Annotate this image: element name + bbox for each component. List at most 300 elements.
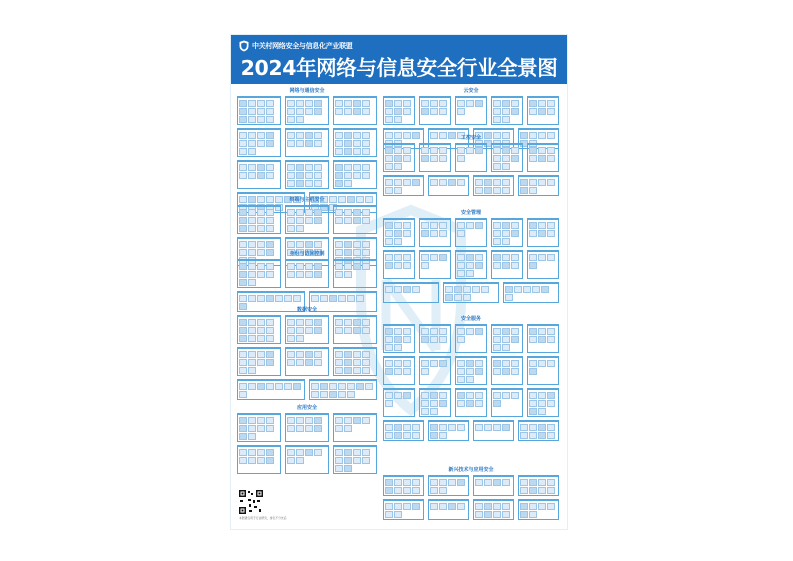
vendor-logo bbox=[394, 230, 402, 237]
vendor-logo bbox=[385, 179, 393, 186]
vendor-logo bbox=[344, 209, 352, 216]
vendor-logo bbox=[287, 108, 295, 115]
vendor-logo bbox=[335, 271, 343, 278]
vendor-logo bbox=[287, 241, 295, 248]
vendor-logo bbox=[475, 147, 483, 154]
vendor-logo bbox=[394, 187, 402, 194]
vendor-logo bbox=[344, 164, 352, 171]
vendor-logo-grid bbox=[239, 132, 279, 155]
vendor-logo bbox=[275, 383, 283, 390]
vendor-logo bbox=[257, 164, 265, 171]
section-9 bbox=[383, 316, 559, 444]
vendor-logo bbox=[547, 400, 555, 407]
section-title: 终端与主机安全 bbox=[289, 197, 325, 203]
vendor-logo bbox=[305, 241, 313, 248]
vendor-logo bbox=[475, 360, 483, 367]
vendor-logo bbox=[457, 400, 465, 407]
vendor-logo bbox=[344, 108, 352, 115]
category-box bbox=[503, 282, 559, 303]
vendor-logo bbox=[493, 503, 501, 510]
category-box bbox=[237, 160, 281, 189]
vendor-logo bbox=[362, 263, 370, 270]
vendor-logo bbox=[385, 336, 393, 343]
category-box bbox=[383, 282, 439, 303]
category-box bbox=[491, 218, 523, 247]
vendor-logo bbox=[394, 238, 402, 245]
vendor-logo bbox=[296, 132, 304, 139]
vendor-logo bbox=[403, 230, 411, 237]
vendor-logo bbox=[335, 457, 343, 464]
vendor-logo-grid bbox=[520, 479, 557, 494]
vendor-logo bbox=[385, 262, 393, 269]
vendor-logo bbox=[266, 263, 274, 270]
vendor-logo bbox=[338, 383, 346, 390]
vendor-logo bbox=[296, 241, 304, 248]
section-10 bbox=[383, 467, 559, 523]
vendor-logo bbox=[239, 425, 247, 432]
vendor-logo-grid bbox=[287, 351, 327, 366]
category-row bbox=[237, 128, 377, 157]
vendor-logo-grid bbox=[493, 328, 521, 351]
category-row bbox=[383, 356, 559, 385]
vendor-logo bbox=[239, 359, 247, 366]
vendor-logo bbox=[439, 100, 447, 107]
vendor-logo bbox=[362, 132, 370, 139]
vendor-logo bbox=[239, 391, 247, 398]
vendor-logo bbox=[296, 164, 304, 171]
vendor-logo bbox=[257, 172, 265, 179]
vendor-logo bbox=[344, 417, 352, 424]
vendor-logo bbox=[257, 140, 265, 147]
vendor-logo bbox=[475, 262, 483, 269]
vendor-logo bbox=[257, 359, 265, 366]
vendor-logo bbox=[385, 230, 393, 237]
category-box bbox=[491, 388, 523, 417]
vendor-logo-grid bbox=[493, 147, 521, 170]
vendor-logo bbox=[493, 100, 501, 107]
vendor-logo bbox=[257, 225, 265, 232]
vendor-logo bbox=[314, 100, 322, 107]
vendor-logo bbox=[421, 336, 429, 343]
vendor-logo bbox=[502, 360, 510, 367]
vendor-logo bbox=[403, 503, 411, 510]
vendor-logo bbox=[493, 163, 501, 170]
vendor-logo bbox=[403, 179, 411, 186]
vendor-logo bbox=[239, 209, 247, 216]
vendor-logo bbox=[502, 503, 510, 510]
vendor-logo bbox=[248, 359, 256, 366]
category-box bbox=[309, 379, 377, 400]
vendor-logo-grid bbox=[385, 503, 422, 518]
vendor-logo bbox=[394, 344, 402, 351]
vendor-logo bbox=[448, 479, 456, 486]
category-row bbox=[383, 324, 559, 353]
vendor-logo bbox=[335, 164, 343, 171]
vendor-logo bbox=[403, 100, 411, 107]
category-box bbox=[443, 282, 499, 303]
vendor-logo bbox=[430, 179, 438, 186]
vendor-logo bbox=[353, 359, 361, 366]
vendor-logo bbox=[335, 359, 343, 366]
vendor-logo bbox=[502, 336, 510, 343]
vendor-logo bbox=[529, 392, 537, 399]
vendor-logo bbox=[248, 263, 256, 270]
vendor-logo bbox=[457, 424, 465, 431]
vendor-logo bbox=[481, 286, 489, 293]
vendor-logo bbox=[266, 241, 274, 248]
vendor-logo bbox=[493, 400, 501, 407]
vendor-logo bbox=[439, 230, 447, 237]
vendor-logo bbox=[538, 328, 546, 335]
vendor-logo bbox=[538, 408, 546, 415]
vendor-logo bbox=[248, 367, 256, 374]
vendor-logo bbox=[239, 327, 247, 334]
vendor-logo bbox=[439, 392, 447, 399]
category-row bbox=[237, 259, 377, 288]
vendor-logo-grid bbox=[287, 417, 327, 432]
qr-code-icon bbox=[239, 490, 263, 514]
vendor-logo bbox=[362, 140, 370, 147]
category-row bbox=[237, 379, 377, 400]
vendor-logo bbox=[529, 100, 537, 107]
vendor-logo bbox=[314, 140, 322, 147]
vendor-logo bbox=[248, 319, 256, 326]
vendor-logo bbox=[239, 367, 247, 374]
vendor-logo bbox=[502, 238, 510, 245]
category-box bbox=[333, 96, 377, 125]
vendor-logo bbox=[266, 383, 274, 390]
vendor-logo bbox=[266, 140, 274, 147]
page-title: 2024年网络与信息安全行业全景图 bbox=[240, 56, 558, 80]
vendor-logo bbox=[493, 262, 501, 269]
vendor-logo bbox=[394, 100, 402, 107]
vendor-logo bbox=[239, 295, 247, 302]
vendor-logo bbox=[287, 327, 295, 334]
vendor-logo bbox=[257, 295, 265, 302]
vendor-logo-grid bbox=[520, 503, 557, 518]
vendor-logo bbox=[394, 116, 402, 123]
vendor-logo bbox=[314, 180, 322, 187]
category-row bbox=[237, 315, 377, 344]
vendor-logo bbox=[511, 254, 519, 261]
vendor-logo bbox=[457, 503, 465, 510]
category-box bbox=[455, 356, 487, 385]
vendor-logo bbox=[248, 164, 256, 171]
vendor-logo bbox=[248, 417, 256, 424]
category-box bbox=[428, 499, 469, 520]
category-box bbox=[527, 96, 559, 125]
vendor-logo bbox=[305, 132, 313, 139]
vendor-logo bbox=[287, 449, 295, 456]
vendor-logo bbox=[538, 222, 546, 229]
vendor-logo bbox=[385, 100, 393, 107]
vendor-logo bbox=[457, 376, 465, 383]
vendor-logo bbox=[493, 424, 501, 431]
vendor-logo bbox=[329, 383, 337, 390]
vendor-logo bbox=[385, 108, 393, 115]
vendor-logo bbox=[511, 222, 519, 229]
vendor-logo bbox=[385, 368, 393, 375]
vendor-logo bbox=[520, 432, 528, 439]
vendor-logo-grid bbox=[239, 351, 279, 374]
category-box bbox=[491, 324, 523, 353]
vendor-logo bbox=[344, 425, 352, 432]
vendor-logo bbox=[362, 100, 370, 107]
poster-header bbox=[231, 35, 567, 84]
vendor-logo bbox=[538, 392, 546, 399]
vendor-logo bbox=[421, 108, 429, 115]
vendor-logo bbox=[257, 425, 265, 432]
vendor-logo bbox=[347, 383, 355, 390]
vendor-logo bbox=[511, 100, 519, 107]
vendor-logo bbox=[362, 351, 370, 358]
vendor-logo-grid bbox=[335, 164, 375, 187]
vendor-logo-grid bbox=[239, 383, 303, 398]
vendor-logo bbox=[344, 100, 352, 107]
vendor-logo bbox=[257, 327, 265, 334]
vendor-logo bbox=[529, 368, 537, 375]
vendor-logo bbox=[287, 225, 295, 232]
vendor-logo bbox=[293, 295, 301, 302]
vendor-logo-grid bbox=[421, 100, 449, 115]
vendor-logo bbox=[511, 368, 519, 375]
vendor-logo bbox=[547, 336, 555, 343]
section-3 bbox=[237, 251, 377, 315]
vendor-logo-grid bbox=[239, 209, 279, 232]
vendor-logo bbox=[362, 241, 370, 248]
vendor-logo bbox=[403, 479, 411, 486]
vendor-logo bbox=[385, 116, 393, 123]
vendor-logo bbox=[287, 100, 295, 107]
vendor-logo-grid bbox=[493, 222, 521, 245]
vendor-logo bbox=[344, 465, 352, 472]
vendor-logo bbox=[353, 367, 361, 374]
vendor-logo bbox=[403, 147, 411, 154]
vendor-logo bbox=[511, 230, 519, 237]
vendor-logo bbox=[287, 319, 295, 326]
vendor-logo bbox=[403, 155, 411, 162]
vendor-logo bbox=[493, 222, 501, 229]
vendor-logo bbox=[538, 432, 546, 439]
org-name: 中关村网络安全与信息化产业联盟 bbox=[252, 41, 353, 50]
vendor-logo bbox=[284, 295, 292, 302]
category-box bbox=[333, 259, 377, 288]
vendor-logo-grid bbox=[529, 222, 557, 237]
vendor-logo bbox=[505, 294, 513, 301]
vendor-logo bbox=[466, 400, 474, 407]
vendor-logo-grid bbox=[457, 222, 485, 237]
vendor-logo bbox=[344, 351, 352, 358]
vendor-logo bbox=[335, 180, 343, 187]
vendor-logo-grid bbox=[385, 222, 413, 245]
vendor-logo bbox=[421, 392, 429, 399]
vendor-logo bbox=[335, 319, 343, 326]
vendor-logo bbox=[353, 263, 361, 270]
vendor-logo-grid bbox=[457, 100, 485, 115]
vendor-logo bbox=[394, 424, 402, 431]
category-box bbox=[473, 420, 514, 441]
vendor-logo-grid bbox=[457, 147, 485, 162]
vendor-logo bbox=[248, 172, 256, 179]
vendor-logo bbox=[353, 241, 361, 248]
category-box bbox=[419, 143, 451, 172]
vendor-logo bbox=[520, 503, 528, 510]
category-row bbox=[237, 96, 377, 125]
vendor-logo-grid bbox=[385, 100, 413, 123]
category-box bbox=[237, 347, 281, 376]
vendor-logo bbox=[547, 222, 555, 229]
vendor-logo bbox=[538, 336, 546, 343]
vendor-logo bbox=[320, 383, 328, 390]
vendor-logo bbox=[287, 425, 295, 432]
vendor-logo bbox=[394, 503, 402, 510]
vendor-logo bbox=[296, 351, 304, 358]
vendor-logo bbox=[257, 271, 265, 278]
vendor-logo bbox=[394, 286, 402, 293]
vendor-logo bbox=[266, 164, 274, 171]
vendor-logo bbox=[248, 383, 256, 390]
vendor-logo bbox=[239, 108, 247, 115]
vendor-logo bbox=[287, 164, 295, 171]
vendor-logo bbox=[484, 187, 492, 194]
category-row bbox=[237, 413, 377, 442]
vendor-logo bbox=[248, 100, 256, 107]
vendor-logo bbox=[385, 155, 393, 162]
vendor-logo bbox=[353, 100, 361, 107]
vendor-logo bbox=[335, 100, 343, 107]
vendor-logo bbox=[457, 179, 465, 186]
vendor-logo bbox=[385, 254, 393, 261]
vendor-logo bbox=[511, 147, 519, 154]
vendor-logo bbox=[362, 148, 370, 155]
vendor-logo bbox=[538, 360, 546, 367]
vendor-logo bbox=[529, 511, 537, 518]
vendor-logo bbox=[466, 262, 474, 269]
vendor-logo bbox=[475, 368, 483, 375]
vendor-logo bbox=[547, 479, 555, 486]
vendor-logo bbox=[314, 164, 322, 171]
vendor-logo bbox=[239, 319, 247, 326]
vendor-logo bbox=[502, 368, 510, 375]
vendor-logo bbox=[314, 217, 322, 224]
vendor-logo bbox=[538, 479, 546, 486]
vendor-logo bbox=[538, 230, 546, 237]
vendor-logo bbox=[257, 209, 265, 216]
vendor-logo bbox=[266, 295, 274, 302]
vendor-logo bbox=[305, 164, 313, 171]
vendor-logo-grid bbox=[457, 328, 485, 343]
footnote: 本图谱仅用于行业研究，排名不分先后 bbox=[239, 516, 287, 520]
vendor-logo-grid bbox=[287, 100, 327, 123]
category-box bbox=[491, 250, 523, 279]
vendor-logo bbox=[266, 457, 274, 464]
vendor-logo bbox=[320, 295, 328, 302]
vendor-logo bbox=[296, 425, 304, 432]
vendor-logo bbox=[502, 100, 510, 107]
vendor-logo bbox=[475, 479, 483, 486]
vendor-logo-grid bbox=[385, 424, 422, 439]
category-box bbox=[237, 96, 281, 125]
vendor-logo bbox=[248, 457, 256, 464]
category-box bbox=[237, 445, 281, 474]
vendor-logo-grid bbox=[287, 132, 327, 147]
vendor-logo bbox=[475, 328, 483, 335]
vendor-logo bbox=[421, 368, 429, 375]
vendor-logo bbox=[394, 147, 402, 154]
vendor-logo bbox=[505, 286, 513, 293]
category-row bbox=[383, 388, 559, 417]
vendor-logo bbox=[511, 392, 519, 399]
vendor-logo bbox=[466, 270, 474, 277]
vendor-logo bbox=[520, 479, 528, 486]
vendor-logo bbox=[547, 179, 555, 186]
vendor-logo bbox=[523, 286, 531, 293]
vendor-logo bbox=[403, 328, 411, 335]
vendor-logo bbox=[266, 449, 274, 456]
vendor-logo bbox=[296, 319, 304, 326]
vendor-logo bbox=[266, 100, 274, 107]
vendor-logo bbox=[305, 108, 313, 115]
vendor-logo bbox=[257, 417, 265, 424]
vendor-logo bbox=[475, 179, 483, 186]
vendor-logo bbox=[311, 295, 319, 302]
vendor-logo bbox=[335, 425, 343, 432]
vendor-logo bbox=[257, 108, 265, 115]
vendor-logo bbox=[287, 335, 295, 342]
category-box bbox=[285, 445, 329, 474]
vendor-logo-grid bbox=[430, 179, 467, 186]
vendor-logo bbox=[457, 360, 465, 367]
vendor-logo bbox=[287, 359, 295, 366]
vendor-logo bbox=[335, 241, 343, 248]
vendor-logo bbox=[344, 263, 352, 270]
vendor-logo bbox=[511, 155, 519, 162]
category-box bbox=[383, 324, 415, 353]
vendor-logo bbox=[430, 230, 438, 237]
category-box bbox=[383, 250, 415, 279]
vendor-logo-grid bbox=[457, 392, 485, 407]
vendor-logo bbox=[394, 336, 402, 343]
vendor-logo bbox=[430, 108, 438, 115]
vendor-logo bbox=[502, 179, 510, 186]
vendor-logo bbox=[248, 241, 256, 248]
category-box bbox=[383, 96, 415, 125]
vendor-logo bbox=[430, 408, 438, 415]
vendor-logo bbox=[296, 209, 304, 216]
vendor-logo bbox=[353, 217, 361, 224]
vendor-logo-grid bbox=[335, 132, 375, 155]
vendor-logo bbox=[296, 417, 304, 424]
vendor-logo bbox=[266, 225, 274, 232]
vendor-logo bbox=[403, 360, 411, 367]
vendor-logo bbox=[314, 132, 322, 139]
vendor-logo bbox=[457, 368, 465, 375]
vendor-logo bbox=[344, 271, 352, 278]
vendor-logo bbox=[385, 432, 393, 439]
vendor-logo bbox=[439, 328, 447, 335]
vendor-logo bbox=[305, 172, 313, 179]
vendor-logo bbox=[439, 503, 447, 510]
vendor-logo bbox=[335, 172, 343, 179]
vendor-logo bbox=[493, 336, 501, 343]
vendor-logo bbox=[353, 164, 361, 171]
vendor-logo bbox=[394, 511, 402, 518]
category-box bbox=[455, 218, 487, 247]
vendor-logo bbox=[502, 230, 510, 237]
vendor-logo bbox=[403, 222, 411, 229]
vendor-logo bbox=[266, 108, 274, 115]
category-box bbox=[285, 315, 329, 344]
